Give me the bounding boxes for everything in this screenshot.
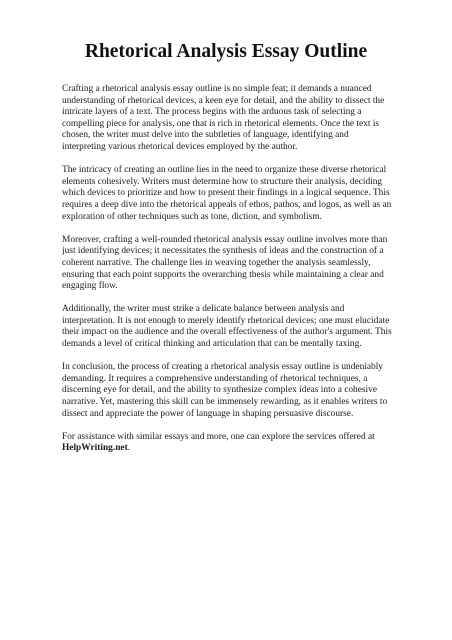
document-body <box>62 84 392 467</box>
paragraph-2: The intricacy of creating an outline lies in the need to organize these diverse rhetorical elements cohesively. Writers must determine how to structure their analysis, deciding which devices to prioritize and how to present their findings in a logical sequence. This requires a deep dive into the rhetorical appeals of ethos, pathos, and logos, as well as an exploration of other techniques such as tone, diction, and symbolism. <box>62 165 392 222</box>
paragraph-4: Additionally, the writer must strike a delicate balance between analysis and interpretation. It is not enough to merely identify rhetorical devices; one must elucidate their impact on the audience and the overall effectiveness of the author's argument. This demands a level of critical thinking and articulation that can be mentally taxing. <box>62 304 392 350</box>
closing-end: . <box>127 443 131 454</box>
closing-lead: For assistance with similar essays and more, one can explore the services offered at <box>62 431 375 442</box>
paragraph-1: Crafting a rhetorical analysis essay outline is no simple feat; it demands a nuanced understanding of rhetorical devices, a keen eye for detail, and the ability to dissect the intricate layers of a text. The process begins with the arduous task of selecting a compelling piece for analysis, one that is rich in rhetorical elements. Once the text is chosen, the writer must delve into the subtleties of language, identifying and interpreting various rhetorical devices employed by the author. <box>62 84 385 152</box>
paragraph-5: In conclusion, the process of creating a rhetorical analysis essay outline is undeniably demanding. It requires a comprehensive understanding of rhetorical techniques, a discerning eye for detail, and the ability to synthesize complex ideas into a cohesive narrative. Yet, mastering this skill can be immensely rewarding, as it enables writers to dissect and appreciate the power of language in shaping persuasive discourse. <box>62 362 388 419</box>
paragraph-3: Moreover, crafting a well-rounded rhetorical analysis essay outline involves more than just identifying devices; it necessitates the synthesis of ideas and the construction of a coherent narrative. The challenge lies in weaving together the analysis seamlessly, ensuring that each point supports the overarching thesis while maintaining a clear and engaging flow. <box>62 234 388 292</box>
closing-paragraph <box>62 432 392 455</box>
document-title: Rhetorical Analysis Essay Outline <box>84 41 368 62</box>
brand-link[interactable]: HelpWriting.net <box>62 443 128 454</box>
